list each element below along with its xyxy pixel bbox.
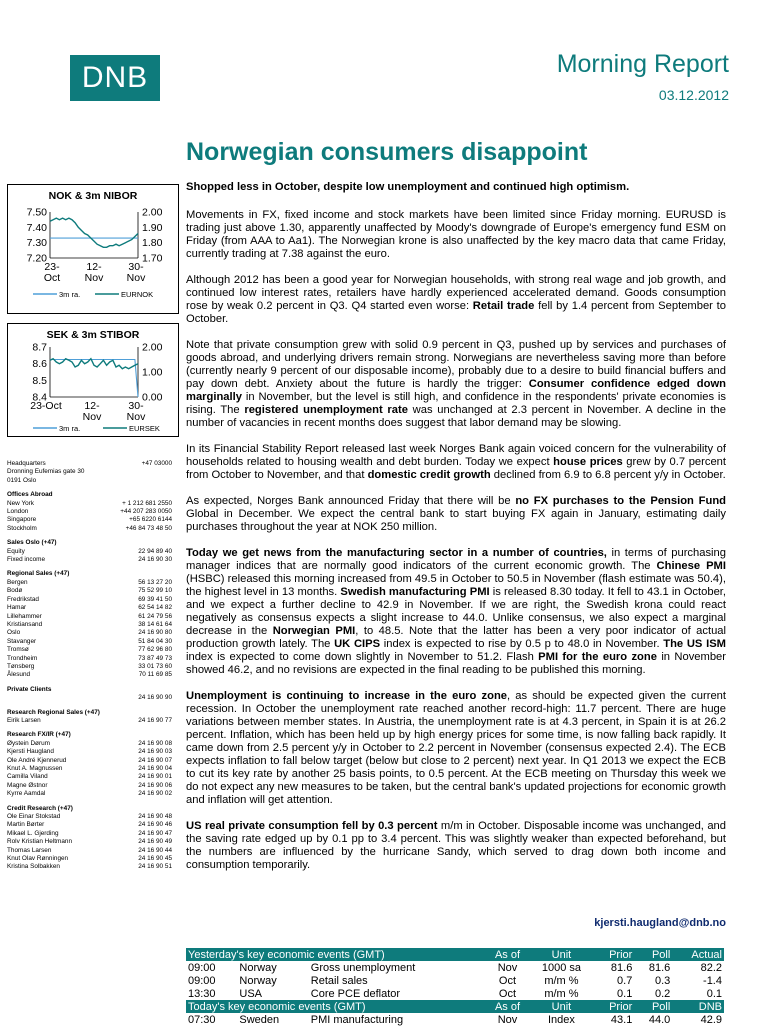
contact-row (7, 765, 172, 773)
emphasis-text: domestic credit growth (367, 469, 491, 481)
contact-name: Knut Olav Rønningen (7, 855, 69, 863)
contact-row (7, 460, 172, 468)
dnb-logo: DNB (70, 55, 160, 101)
contact-section-title: Private Clients (7, 685, 52, 693)
contact-name: Kristina Solbakken (7, 863, 60, 871)
right-tick-label: 1.90 (142, 221, 163, 234)
contact-row (7, 468, 172, 476)
contact-row (7, 516, 172, 524)
contact-name: Bergen (7, 578, 28, 586)
right-tick-label: 2.00 (142, 206, 163, 219)
contact-section-title: Offices Abroad (7, 491, 53, 499)
contact-row (7, 838, 172, 846)
right-tick-label: 0.00 (142, 391, 163, 404)
event-cell: 81.6 (648, 961, 671, 974)
body-text: index is expected to come down slightly in November to 51.2. Flash (186, 651, 539, 663)
contact-name: Kristiansand (7, 620, 43, 628)
event-cell: Retail sales (310, 974, 368, 987)
contact-name: Trondheim (7, 654, 38, 662)
contact-name: Headquarters (7, 460, 46, 467)
article-paragraph (186, 339, 726, 430)
contacts-panel (7, 460, 172, 872)
event-cell: Oct (498, 974, 517, 987)
contact-row (7, 548, 172, 556)
emphasis-text: The US ISM (663, 638, 726, 650)
body-text: was unchanged at 2.3 percent in November. A decline in the number of vacancies in recent months does suggest that labor demand may be slowing. (186, 404, 726, 429)
x-tick-label (44, 261, 60, 284)
right-tick-label: 1.80 (142, 237, 163, 250)
contact-row (7, 604, 172, 612)
contact-name: Fixed income (7, 556, 46, 564)
contact-phone: 24 16 90 02 (138, 790, 172, 798)
contact-phone: 24 16 90 30 (138, 556, 172, 564)
body-text: , as should be expected given the current recession. In October the unemployment rate reached another record-high: 11.7 percent. There are huge variations between member states. In Austria, the unemployment rate is at 4.3 percent, in Spain it is at 26.2 percent. Inflation, which has been held up by high energy prices for some time, is now falling back rapidly. It came down from 2.5 percent y/y in October to 2.2 percent in November (consensus expected 2.4). The ECB expects inflation to fall below target (below but close to 2 percent) next year. In Q1 2013 we expect the ECB to cut its key rate by another 25 basis points, to 0.5 percent. At the ECB meeting on Thursday this week we do not expect any new measures to be taken, but the central bank's updated projections for economic growth and inflation will get attention. (186, 690, 726, 806)
contact-row (7, 821, 172, 829)
contact-row (7, 587, 172, 595)
event-cell: Norway (239, 961, 277, 974)
contact-phone: 24 16 90 51 (138, 863, 172, 871)
event-cell: 42.9 (700, 1013, 722, 1026)
event-cell: 0.1 (617, 987, 633, 1000)
contact-name: Ålesund (7, 671, 31, 679)
contact-row (7, 830, 172, 838)
contact-section-title: Research FX/IR (+47) (7, 731, 71, 739)
events-header-cell: Yesterday's key economic events (GMT) (186, 948, 486, 961)
left-tick-label: 7.30 (26, 237, 47, 250)
author-email[interactable]: kjersti.haugland@dnb.no (594, 917, 726, 929)
contact-name: Øystein Dørum (7, 739, 50, 747)
body-text: in November, but the level is still high, and confidence in the respondents' private economies is rising. The (186, 391, 726, 416)
left-tick-label: 7.50 (26, 206, 47, 219)
right-tick-label: 1.70 (142, 252, 163, 265)
contact-phone: 24 16 90 44 (138, 846, 172, 854)
contact-name: Martin Børter (7, 821, 45, 829)
contact-phone: 38 14 61 64 (138, 620, 172, 628)
contact-name: Rolv Kristian Heltmann (7, 838, 72, 846)
contact-phone: 61 24 79 56 (138, 612, 172, 620)
report-title: Morning Report (556, 50, 729, 78)
contact-section-title: Sales Oslo (+47) (7, 539, 57, 547)
contact-phone: 70 11 69 85 (138, 671, 172, 679)
left-tick-label: 7.20 (26, 252, 47, 265)
events-header-row (186, 948, 724, 961)
contact-row (7, 579, 172, 587)
body-text: Although 2012 has been a good year for Norwegian households, with strong real wage and job growth, and continued low interest rates, retailers have hardly experienced accelerated demand. Goods consumption rose by weak 0.2 percent in Q3. Q4 started even worse: (186, 274, 726, 312)
contact-row (7, 847, 172, 855)
contact-row (7, 694, 172, 702)
contact-row (7, 613, 172, 621)
contact-name: Stockholm (7, 524, 37, 532)
event-cell: 44.0 (648, 1013, 671, 1026)
left-tick-label: 8.5 (32, 374, 47, 387)
event-cell: Gross unemployment (310, 961, 416, 974)
contact-name: Tromsø (7, 646, 29, 654)
body-text: Global in December. We expect the central bank to start buying FX again in January, estimating daily purchases throughout the year at NOK 250 million. (186, 508, 726, 533)
article-paragraph (186, 820, 726, 872)
contact-name: Thomas Larsen (7, 846, 52, 854)
x-tick-label (127, 400, 146, 423)
contact-name: Equity (7, 547, 25, 555)
x-tick-line: Nov (84, 272, 104, 284)
contact-phone: 51 84 04 30 (138, 637, 172, 645)
contact-name: Magne Østnor (7, 781, 48, 789)
contact-name: Ole André Kjennerud (7, 756, 67, 764)
event-cell: Nov (497, 961, 518, 974)
contact-row (7, 717, 172, 725)
contact-name: Knut A. Magnussen (7, 765, 63, 772)
events-header-cell: Prior (594, 1000, 635, 1013)
contact-phone: 22 94 89 40 (138, 547, 172, 555)
chart-svg (8, 324, 178, 436)
emphasis-text: UK CIPS (334, 638, 381, 650)
contact-row (7, 655, 172, 663)
body-text: Note that private consumption grew with solid 0.9 percent in Q3, pushed up by services and purchases of goods abroad, and underlying drivers remain strong. Norwegians are nevertheless saving more than before (currently nearly 9 percent of our disposable income), probably due to a desire to build financial buffers and pay down debt. Anxiety about the future is hardly the trigger: (186, 339, 726, 390)
event-cell: Sweden (239, 1013, 280, 1026)
contact-phone: +46 84 73 48 50 (125, 524, 172, 532)
event-cell: 81.6 (610, 961, 633, 974)
emphasis-text: house prices (553, 456, 623, 468)
article-body (186, 209, 726, 885)
emphasis-text: Today we get news from the manufacturing sector in a number of countries, (186, 547, 607, 559)
event-row (186, 987, 724, 1000)
contact-row (7, 629, 172, 637)
contact-row (7, 525, 172, 533)
event-cell: m/m % (544, 974, 579, 987)
article-paragraph (186, 274, 726, 326)
contact-phone: 62 54 14 82 (138, 604, 172, 612)
event-cell: 1000 sa (541, 961, 581, 974)
emphasis-text: Retail trade (472, 300, 535, 312)
contact-section-title: Credit Research (+47) (7, 804, 73, 812)
event-cell: 0.1 (706, 987, 722, 1000)
events-header-cell: Unit (529, 1000, 593, 1013)
contact-name: Kjersti Haugland (7, 748, 54, 756)
event-cell: Nov (497, 1013, 518, 1026)
event-cell: 82.2 (700, 961, 722, 974)
contact-row (7, 638, 172, 646)
contact-phone: +65 6220 6144 (129, 516, 172, 524)
body-text: grew by 0.7 percent from October to November, and that (186, 456, 727, 481)
x-tick-line: 30- (128, 400, 144, 412)
contact-row (7, 646, 172, 654)
contact-phone: +44 207 283 0050 (120, 508, 172, 516)
contact-row (7, 740, 172, 748)
contact-phone: 24 16 90 49 (138, 838, 172, 846)
contact-phone: 24 16 90 90 (138, 694, 172, 702)
event-cell: 0.7 (617, 974, 633, 987)
contact-row (7, 757, 172, 765)
contact-row (7, 596, 172, 604)
body-text: index is expected to rise by 0.5 p to 48.0 in November. (380, 638, 664, 650)
series-line-eurnok (50, 218, 138, 247)
contact-phone: 73 87 49 73 (138, 654, 172, 662)
contact-name: Fredrikstad (7, 595, 39, 603)
emphasis-text: Consumer confidence edged down marginally (186, 378, 726, 403)
contact-phone: 24 16 90 80 (138, 629, 172, 637)
x-tick-line: Oct (43, 272, 61, 284)
events-header-row (186, 1000, 724, 1013)
contact-phone: +47 03000 (141, 460, 172, 467)
emphasis-text: registered unemployment rate (244, 404, 408, 416)
emphasis-text: Norwegian PMI (272, 625, 356, 637)
contact-phone: 56 13 27 20 (138, 578, 172, 586)
contact-name: Ole Einar Stokstad (7, 813, 61, 821)
emphasis-text: Chinese PMI (656, 560, 726, 572)
contact-row (7, 748, 172, 756)
event-cell: Core PCE deflator (310, 987, 401, 1000)
x-tick-label (85, 261, 104, 284)
x-tick-line: Nov (126, 272, 146, 284)
legend-label: 3m ra. (59, 290, 81, 299)
chart-sek-stibor (7, 323, 179, 437)
contact-phone: 69 39 41 50 (138, 595, 172, 603)
article-paragraph (186, 209, 726, 261)
event-cell: USA (239, 987, 263, 1000)
right-tick-label: 2.00 (142, 341, 163, 354)
contact-phone: 77 62 96 80 (138, 646, 172, 654)
contact-phone: 24 16 90 48 (138, 813, 172, 821)
x-tick-line: 12- (84, 400, 100, 412)
event-cell: Index (547, 1013, 575, 1026)
contact-row (7, 863, 172, 871)
event-cell: 0.2 (655, 987, 671, 1000)
events-header-cell: Unit (529, 948, 593, 961)
contact-phone: 24 16 90 46 (138, 821, 172, 829)
events-header-cell: Actual (672, 948, 724, 961)
body-text: In its Financial Stability Report released last week Norges Bank again voiced concern for the vulnerability of households related to housing wealth and debt burden. Today we expect (186, 443, 726, 468)
contact-name: Eirik Larsen (7, 716, 41, 724)
body-text: is released 8.30 today. It fell to 43.1 in October, and we expect a further decline to 42.9 in November. If we are right, the Swedish krona could react negatively as consensus expects a slight increase to 44.0. Unlike consensus, we also expect a marginal decrease in the (186, 586, 727, 637)
contact-name: New York (7, 499, 34, 507)
x-tick-line: 23-Oct (30, 400, 62, 412)
contact-name: Dronning Eufemias gate 30 (7, 468, 85, 476)
contact-row (7, 663, 172, 671)
event-cell: -1.4 (703, 974, 722, 987)
contact-row (7, 813, 172, 821)
contact-row (7, 773, 172, 781)
contact-row (7, 500, 172, 508)
left-tick-label: 7.40 (26, 221, 47, 234)
contact-name: Stavanger (7, 637, 37, 645)
contact-name: Lillehammer (7, 612, 42, 620)
x-tick-label (127, 261, 146, 284)
contact-phone: + 1 212 681 2550 (122, 499, 172, 507)
events-header-cell: Poll (634, 1000, 672, 1013)
event-cell: m/m % (544, 987, 579, 1000)
left-tick-label: 8.4 (32, 391, 47, 404)
contact-phone: 24 16 90 01 (138, 773, 172, 781)
contact-name: Mikael L. Gjerding (7, 829, 59, 837)
contact-name: Oslo (7, 629, 21, 637)
x-tick-line: Nov (126, 411, 146, 423)
legend-label: 3m ra. (59, 424, 81, 433)
event-cell: PMI manufacturing (310, 1013, 404, 1026)
contact-phone: 24 16 90 08 (138, 739, 172, 747)
body-text: As expected, Norges Bank announced Friday that there will be (186, 495, 516, 507)
event-cell: 09:00 (188, 974, 216, 987)
contact-phone: 24 16 90 04 (138, 765, 172, 772)
article-paragraph (186, 443, 726, 482)
contact-name: Hamar (7, 604, 27, 612)
emphasis-text: Unemployment is continuing to increase in the euro zone (186, 690, 508, 702)
contact-row (7, 671, 172, 679)
contact-phone: 24 16 90 47 (138, 829, 172, 837)
x-tick-line: 30- (128, 261, 144, 273)
event-row (186, 974, 724, 987)
emphasis-text: Swedish manufacturing PMI (340, 586, 490, 598)
event-cell: 09:00 (188, 961, 216, 974)
contact-phone: 24 16 90 03 (138, 748, 172, 756)
event-cell: 07:30 (188, 1013, 216, 1026)
contact-name: Camilla Viland (7, 773, 48, 781)
contact-row (7, 508, 172, 516)
article-paragraph (186, 547, 726, 677)
x-tick-line: Nov (82, 411, 102, 423)
contact-name: 0191 Oslo (7, 476, 37, 484)
legend-label: EURNOK (121, 290, 154, 299)
events-header-cell: As of (486, 948, 529, 961)
events-header-cell: As of (486, 1000, 529, 1013)
x-tick-line: 12- (86, 261, 102, 273)
body-text: Movements in FX, fixed income and stock markets have been limited since Friday morning. EURUSD is trading just above 1.30, apparently unaffected by Moody's downgrade of Europe's emergency fund ESM on Friday (from AAA to Aa1). The Norwegian krone is also unaffected by the key macro data that came Friday, currently trading at 7.38 against the euro. (186, 209, 726, 260)
contact-name: Kyrre Aamdal (7, 790, 46, 798)
events-header-cell: DNB (672, 1000, 724, 1013)
contact-name: Tønsberg (7, 662, 35, 670)
body-text: , to 48.5. Note that the latter has been a very poor indicator of actual production growth lately. The (186, 625, 727, 650)
left-tick-label: 8.6 (32, 358, 47, 371)
contact-row (7, 782, 172, 790)
event-row (186, 1013, 724, 1026)
body-text: fell by 1.4 percent from September to October. (186, 300, 726, 325)
contact-name: London (7, 508, 29, 516)
contact-name: Singapore (7, 516, 37, 524)
lede: Shopped less in October, despite low unemployment and continued high optimism. (186, 181, 630, 193)
contact-phone: 33 01 73 60 (138, 662, 172, 670)
emphasis-text: PMI for the euro zone (538, 651, 657, 663)
event-cell: 0.3 (655, 974, 671, 987)
chart-title: NOK & 3m NIBOR (48, 190, 138, 202)
economic-events-table (186, 948, 724, 1026)
emphasis-text: no FX purchases to the Pension Fund (515, 495, 726, 507)
series-line-eursek (50, 359, 138, 369)
chart-svg (8, 185, 178, 313)
headline: Norwegian consumers disappoint (186, 138, 588, 166)
report-date: 03.12.2012 (658, 87, 729, 103)
chart-title: SEK & 3m STIBOR (46, 329, 140, 341)
event-cell: Norway (239, 974, 277, 987)
emphasis-text: US real private consumption fell by 0.3 percent (186, 820, 438, 832)
contact-name: Bodø (7, 587, 23, 595)
body-text: m/m in October. Disposable income was unchanged, and the saving rate edged up by 0.1 pp to 3.4 percent. This was slightly weaker than expected beforehand, but the numbers are influenced by the hurricane Sandy, which served to drag down both income and consumption temporarily. (186, 820, 726, 871)
events-header-cell: Today's key economic events (GMT) (186, 1000, 486, 1013)
events-header-cell: Poll (634, 948, 672, 961)
contact-row (7, 621, 172, 629)
contact-row (7, 855, 172, 863)
chart-nok-nibor (7, 184, 179, 314)
body-text: in terms of purchasing manager indices that are normally good indicators of the current economic growth. The (186, 547, 726, 572)
left-tick-label: 8.7 (32, 341, 47, 354)
legend-label: EURSEK (129, 424, 160, 433)
contact-phone: 24 16 90 45 (138, 855, 172, 863)
event-cell: 13:30 (188, 987, 216, 1000)
article-paragraph (186, 495, 726, 534)
contact-row (7, 556, 172, 564)
contact-row (7, 790, 172, 798)
contact-section-title: Regional Sales (+47) (7, 570, 70, 578)
event-cell: Oct (498, 987, 517, 1000)
events-header-cell: Prior (594, 948, 635, 961)
x-tick-label (30, 400, 62, 412)
contact-row (7, 477, 172, 485)
event-row (186, 961, 724, 974)
body-text: in November showed 46.2, and no revisions are expected in the final reading to be published this morning. (186, 651, 727, 676)
body-text: (HSBC) released this morning increased from 49.5 in October to 50.5 in November (flash estimate was 50.4), the highest level in 13 months. (186, 573, 726, 598)
contact-phone: 75 52 99 10 (138, 587, 172, 595)
contact-phone: 24 16 90 07 (138, 756, 172, 764)
right-tick-label: 1.00 (142, 366, 163, 379)
contact-section-title: Research Regional Sales (+47) (7, 708, 100, 716)
article-paragraph (186, 690, 726, 807)
contact-phone: 24 16 90 06 (138, 781, 172, 789)
event-cell: 43.1 (610, 1013, 633, 1026)
x-tick-label (83, 400, 102, 423)
x-tick-line: 23- (44, 261, 60, 273)
contact-phone: 24 16 90 77 (138, 716, 172, 724)
body-text: declined from 6.9 to 6.8 percent y/y in October. (490, 469, 726, 481)
